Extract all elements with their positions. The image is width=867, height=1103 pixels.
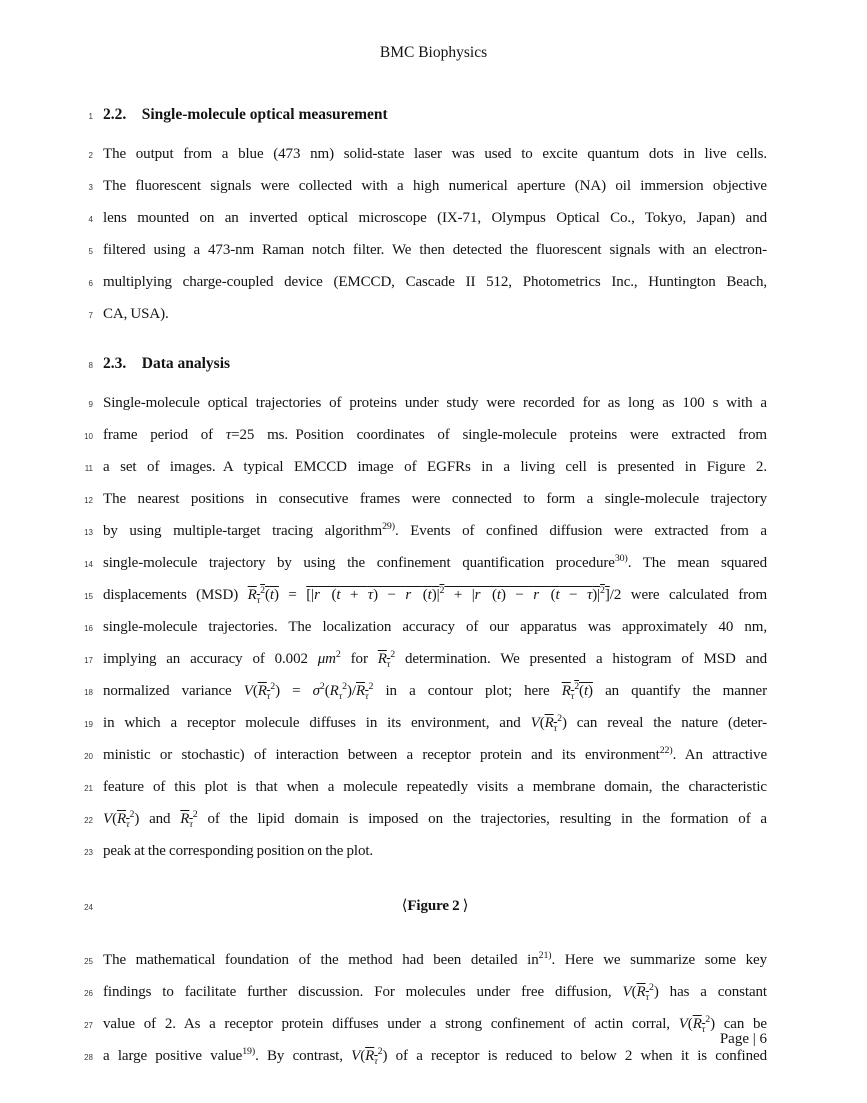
text-segment: μm bbox=[317, 651, 336, 667]
line-number: 24 bbox=[84, 903, 93, 912]
text-segment: CA, USA). bbox=[103, 306, 169, 322]
line-text bbox=[103, 203, 767, 233]
text-segment: ( bbox=[252, 683, 258, 699]
text-segment: r⃗ bbox=[405, 587, 423, 603]
text-segment: τ bbox=[570, 691, 575, 702]
text-line bbox=[0, 267, 767, 299]
text-segment: ) has a constant bbox=[653, 984, 767, 1000]
line-number: 9 bbox=[88, 400, 93, 409]
line-text bbox=[103, 945, 767, 975]
text-segment: τ bbox=[266, 691, 271, 702]
text-segment: ] bbox=[604, 587, 610, 603]
text-segment: 19) bbox=[242, 1046, 256, 1057]
text-line bbox=[0, 235, 767, 267]
text-segment: τ bbox=[126, 819, 130, 830]
line-text bbox=[103, 235, 767, 265]
text-segment: τ bbox=[586, 587, 593, 603]
text-segment: ) of a receptor is reduced to below 2 when it is confined bbox=[382, 1048, 767, 1064]
line-text bbox=[103, 139, 767, 169]
text-segment: . Here we summarize some key bbox=[551, 952, 767, 968]
line-number: 5 bbox=[88, 247, 93, 256]
text-segment: . The mean squared bbox=[627, 555, 767, 571]
figure-placeholder-line bbox=[0, 891, 767, 923]
text-segment: 2 bbox=[335, 649, 341, 660]
text-segment: an quantify the manner bbox=[592, 683, 768, 699]
journal-title: BMC Biophysics bbox=[379, 44, 488, 61]
text-segment: normalized variance bbox=[103, 683, 244, 699]
line-number: 11 bbox=[84, 464, 93, 473]
text-segment: 2.2. Single-molecule optical measurement bbox=[103, 106, 388, 123]
text-segment: = bbox=[278, 587, 307, 603]
line-text bbox=[103, 349, 767, 379]
text-segment: ) and bbox=[134, 811, 181, 827]
text-line bbox=[0, 580, 767, 612]
text-segment: ) = bbox=[275, 683, 313, 699]
document-body bbox=[0, 82, 767, 1073]
text-segment: ( bbox=[265, 587, 270, 603]
text-line bbox=[0, 772, 767, 804]
math-expression bbox=[257, 683, 271, 702]
text-segment: ( bbox=[539, 715, 545, 731]
text-segment: ( bbox=[687, 1016, 693, 1032]
text-segment: τ bbox=[365, 691, 369, 702]
text-segment: V bbox=[530, 715, 540, 731]
text-segment: determination. We presented a histogram of MSD and bbox=[395, 651, 767, 667]
line-text bbox=[103, 580, 767, 610]
text-segment: 21) bbox=[538, 950, 552, 961]
text-segment: ⟩ bbox=[459, 898, 469, 914]
text-line bbox=[0, 139, 767, 171]
text-segment: R bbox=[355, 683, 366, 699]
text-segment: filtered using a 473-nm Raman notch filter. We then detected the fluorescent signals with an electron- bbox=[103, 242, 767, 258]
text-segment: ⟨ bbox=[401, 898, 408, 914]
line-number: 1 bbox=[88, 112, 93, 121]
text-segment: in which a receptor molecule diffuses in its environment, and bbox=[103, 715, 531, 731]
text-segment: τ bbox=[225, 427, 232, 443]
text-segment: 2 bbox=[439, 585, 445, 596]
text-segment: t bbox=[583, 683, 589, 699]
text-segment: + | bbox=[444, 587, 475, 603]
text-segment: frame period of bbox=[103, 427, 226, 443]
text-segment: of the lipid domain is imposed on the trajectories, resulting in the formation of a bbox=[197, 811, 767, 827]
text-line bbox=[0, 420, 767, 452]
text-segment: ) can be bbox=[710, 1016, 767, 1032]
math-expression bbox=[247, 585, 279, 606]
text-segment: . By contrast, bbox=[255, 1048, 352, 1064]
math-expression bbox=[365, 1048, 378, 1067]
text-segment: a large positive value bbox=[103, 1048, 243, 1064]
text-segment: ( bbox=[324, 683, 330, 699]
line-number: 21 bbox=[84, 784, 93, 793]
text-segment: for bbox=[340, 651, 378, 667]
text-segment: )| bbox=[431, 587, 440, 603]
line-number: 26 bbox=[84, 989, 93, 998]
text-segment: ministic or stochastic) of interaction between a receptor protein and its environment bbox=[103, 747, 660, 763]
page-header bbox=[0, 44, 867, 62]
math-expression bbox=[544, 715, 558, 734]
text-segment: 2 bbox=[342, 681, 348, 692]
section-heading-line bbox=[0, 349, 767, 381]
line-text bbox=[103, 452, 767, 482]
text-segment: . An attractive bbox=[672, 747, 768, 763]
line-text bbox=[103, 891, 767, 921]
text-segment: ( bbox=[112, 811, 117, 827]
line-number: 20 bbox=[84, 752, 93, 761]
text-segment: r⃗ bbox=[533, 587, 551, 603]
line-text bbox=[103, 548, 767, 578]
line-text bbox=[103, 171, 767, 201]
text-segment: ) − bbox=[500, 587, 534, 603]
text-line bbox=[0, 676, 767, 708]
text-segment: implying an accuracy of 0.002 bbox=[103, 651, 318, 667]
text-segment: ) bbox=[588, 683, 593, 699]
line-number: 7 bbox=[88, 311, 93, 320]
text-segment: a set of images. A typical EMCCD image of EGFRs in a living cell is presented in Figure 2. bbox=[103, 459, 767, 475]
text-segment: ( bbox=[331, 587, 337, 603]
text-line bbox=[0, 203, 767, 235]
text-segment: 2.3. Data analysis bbox=[103, 355, 231, 372]
text-line bbox=[0, 612, 767, 644]
text-segment: R bbox=[561, 683, 571, 699]
text-segment: − bbox=[559, 587, 587, 603]
page-number: Page | 6 bbox=[719, 1031, 767, 1047]
text-segment: value of 2. As a receptor protein diffuses under a strong confinement of actin corral, bbox=[103, 1016, 679, 1032]
text-segment: ) can reveal the nature (deter- bbox=[561, 715, 767, 731]
text-segment: peak at the corresponding position on the plot. bbox=[103, 843, 374, 859]
text-segment: . Events of confined diffusion were extracted from a bbox=[394, 523, 767, 539]
text-segment: ( bbox=[492, 587, 497, 603]
text-segment: r⃗ bbox=[314, 587, 332, 603]
text-segment: Figure 2 bbox=[407, 898, 460, 914]
text-segment: ( bbox=[579, 683, 584, 699]
text-segment: 2 bbox=[129, 809, 135, 820]
line-number: 16 bbox=[84, 624, 93, 633]
text-segment: R bbox=[377, 651, 387, 667]
line-number: 19 bbox=[84, 720, 93, 729]
text-line bbox=[0, 452, 767, 484]
math-expression bbox=[180, 811, 193, 830]
line-number: 15 bbox=[84, 592, 93, 601]
line-number: 3 bbox=[88, 183, 93, 192]
line-text bbox=[103, 420, 767, 450]
line-text bbox=[103, 484, 767, 514]
text-segment: ( bbox=[631, 984, 637, 1000]
text-segment: τ bbox=[189, 819, 193, 830]
text-segment: The output from a blue (473 nm) solid-state laser was used to excite quantum dots in live cells. bbox=[103, 146, 767, 162]
line-number: 10 bbox=[84, 432, 93, 441]
text-segment: multiplying charge-coupled device (EMCCD, Cascade II 512, Photometrics Inc., Huntington Beach, bbox=[103, 274, 767, 290]
text-segment: 22) bbox=[659, 745, 673, 756]
text-segment: t bbox=[269, 587, 274, 603]
text-line bbox=[0, 945, 767, 977]
text-segment: τ bbox=[701, 1024, 706, 1035]
text-segment: 2 bbox=[557, 713, 562, 724]
text-line bbox=[0, 977, 767, 1009]
text-segment: τ bbox=[374, 1056, 378, 1067]
text-segment: 2 bbox=[649, 982, 654, 993]
text-segment: 2 bbox=[270, 681, 276, 692]
text-segment: R bbox=[365, 1048, 375, 1064]
text-segment: =25 ms. Position coordinates of single-molecule proteins were extracted from bbox=[231, 427, 767, 443]
text-segment: R bbox=[329, 683, 339, 699]
line-number: 2 bbox=[88, 151, 93, 160]
text-segment: R bbox=[544, 715, 554, 731]
text-segment: t bbox=[336, 587, 341, 603]
text-segment: lens mounted on an inverted optical microscope (IX-71, Olympus Optical Co., Tokyo, Japan) and bbox=[103, 210, 767, 226]
text-segment: ( bbox=[550, 587, 556, 603]
text-segment: The fluorescent signals were collected with a high numerical aperture (NA) oil immersion objective bbox=[103, 178, 767, 194]
line-number: 23 bbox=[84, 848, 93, 857]
line-number: 25 bbox=[84, 957, 93, 966]
line-text bbox=[103, 977, 767, 1007]
text-segment: r⃗ bbox=[474, 587, 492, 603]
text-segment: V bbox=[351, 1048, 361, 1064]
text-segment: single-molecule trajectories. The localization accuracy of our apparatus was approximately 40 nm, bbox=[103, 619, 767, 635]
text-segment: τ bbox=[553, 723, 558, 734]
line-number: 27 bbox=[84, 1021, 93, 1030]
text-segment: 29) bbox=[382, 521, 395, 532]
text-line bbox=[0, 740, 767, 772]
text-segment: feature of this plot is that when a molecule repeatedly visits a membrane domain, the characteristic bbox=[103, 779, 767, 795]
text-line bbox=[0, 516, 767, 548]
text-segment: t bbox=[555, 587, 560, 603]
text-segment: displacements (MSD) bbox=[103, 587, 248, 603]
page-footer bbox=[103, 1030, 767, 1048]
line-number: 28 bbox=[84, 1053, 93, 1062]
line-text bbox=[103, 100, 767, 130]
text-segment: 2 bbox=[260, 585, 266, 596]
text-segment: 2 bbox=[390, 649, 396, 660]
text-segment: 2 bbox=[377, 1046, 383, 1057]
text-segment: ( bbox=[422, 587, 428, 603]
text-line bbox=[0, 644, 767, 676]
text-line bbox=[0, 836, 767, 868]
text-line bbox=[0, 708, 767, 740]
text-segment: τ bbox=[338, 691, 343, 702]
text-segment: 2 bbox=[574, 681, 580, 692]
text-line bbox=[0, 804, 767, 836]
text-segment: 2 bbox=[368, 681, 374, 692]
line-text bbox=[103, 612, 767, 642]
text-segment: τ bbox=[386, 659, 391, 670]
text-segment: )/ bbox=[347, 683, 356, 699]
text-line bbox=[0, 299, 767, 331]
text-segment: 2 bbox=[192, 809, 198, 820]
text-segment: R bbox=[257, 683, 267, 699]
line-text bbox=[103, 708, 767, 738]
math-expression bbox=[377, 651, 391, 670]
text-segment: single-molecule trajectory by using the confinement quantification procedure bbox=[103, 555, 615, 571]
text-segment: Single-molecule optical trajectories of proteins under study were recorded for as long as 100 s with a bbox=[103, 395, 767, 411]
text-segment: R bbox=[180, 811, 190, 827]
line-text bbox=[103, 836, 767, 866]
text-segment: 2 bbox=[705, 1014, 711, 1025]
text-segment: t bbox=[427, 587, 432, 603]
text-segment: τ bbox=[645, 992, 650, 1003]
text-segment: [| bbox=[306, 587, 315, 603]
line-number: 4 bbox=[88, 215, 93, 224]
line-text bbox=[103, 299, 767, 329]
line-text bbox=[103, 740, 767, 770]
text-segment: σ bbox=[312, 683, 320, 699]
text-segment: R bbox=[692, 1016, 702, 1032]
line-number: 22 bbox=[84, 816, 93, 825]
text-segment: ( bbox=[360, 1048, 366, 1064]
math-expression bbox=[561, 681, 593, 702]
text-segment: in a contour plot; here bbox=[373, 683, 562, 699]
line-text bbox=[103, 388, 767, 418]
line-number: 8 bbox=[88, 361, 93, 370]
text-segment: 30) bbox=[614, 553, 628, 564]
math-expression bbox=[636, 984, 650, 1003]
text-segment: t bbox=[496, 587, 501, 603]
text-segment: + bbox=[340, 587, 368, 603]
line-number: 6 bbox=[88, 279, 93, 288]
math-expression bbox=[116, 811, 130, 830]
math-expression bbox=[306, 587, 610, 603]
text-segment: R bbox=[116, 811, 127, 827]
text-segment: by using multiple-target tracing algorithm bbox=[103, 523, 383, 539]
text-line bbox=[0, 388, 767, 420]
text-segment: /2 were calculated from bbox=[609, 587, 768, 603]
text-segment: R bbox=[247, 587, 257, 603]
section-heading-line bbox=[0, 100, 767, 132]
line-number: 14 bbox=[84, 560, 93, 569]
text-line bbox=[0, 171, 767, 203]
text-line bbox=[0, 484, 767, 516]
line-number: 13 bbox=[84, 528, 93, 537]
text-line bbox=[0, 548, 767, 580]
text-segment: 2 bbox=[600, 585, 605, 596]
text-segment: ) bbox=[274, 587, 279, 603]
text-segment: R bbox=[636, 984, 646, 1000]
line-text bbox=[103, 804, 767, 834]
text-segment: V bbox=[243, 683, 253, 699]
text-segment: The mathematical foundation of the method had been detailed in bbox=[103, 952, 539, 968]
line-text bbox=[103, 676, 767, 706]
text-segment: ) − bbox=[373, 587, 406, 603]
text-segment: τ bbox=[256, 595, 261, 606]
line-text bbox=[103, 516, 767, 546]
line-number: 18 bbox=[84, 688, 93, 697]
line-text bbox=[103, 644, 767, 674]
line-number: 12 bbox=[84, 496, 93, 505]
line-text bbox=[103, 267, 767, 297]
line-number: 17 bbox=[84, 656, 93, 665]
text-segment: The nearest positions in consecutive frames were connected to form a single-molecule trajectory bbox=[103, 491, 767, 507]
line-text bbox=[103, 772, 767, 802]
text-segment: )| bbox=[592, 587, 601, 603]
text-segment: 2 bbox=[319, 681, 325, 692]
text-segment: V bbox=[678, 1016, 688, 1032]
text-segment: V bbox=[622, 984, 632, 1000]
text-segment: findings to facilitate further discussion. For molecules under free diffusion, bbox=[103, 984, 623, 1000]
math-expression bbox=[355, 683, 369, 702]
text-segment: V bbox=[103, 811, 113, 827]
text-segment: τ bbox=[367, 587, 374, 603]
